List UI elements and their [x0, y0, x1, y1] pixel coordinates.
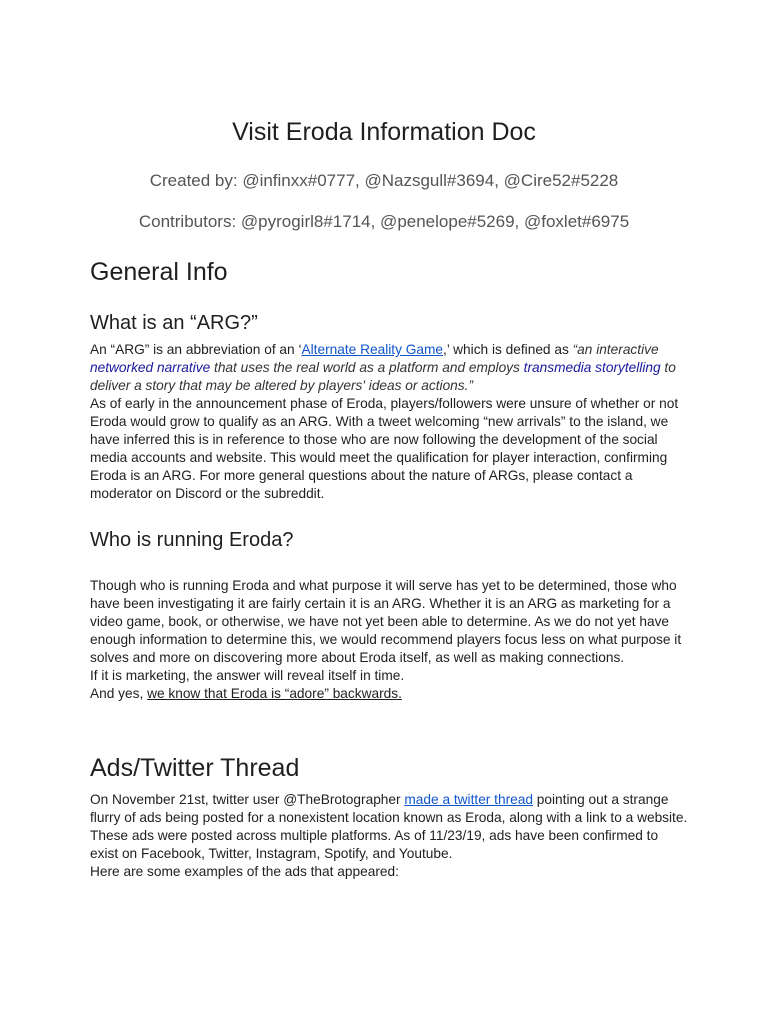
- quote-middle: that uses the real world as a platform and employs: [210, 360, 524, 375]
- contributors-line: Contributors: @pyrogirl8#1714, @penelope#5269, @foxlet#6975: [138, 212, 630, 231]
- ads-examples-paragraph: Here are some examples of the ads that appeared:: [90, 864, 399, 879]
- arg-qualification-paragraph: As of early in the announcement phase of Eroda, players/followers were unsure of whether or not Eroda would grow to qualify as an ARG. With a tweet welcoming “new arrivals” to the island, we have inferred this is in reference to those who are now following the development of the social media accounts and website. This would meet the qualification for player interaction, confirming Eroda is an ARG. For more general questions about the nature of ARGs, please contact a moderator on Discord or the subreddit.: [90, 396, 679, 501]
- who-is-running-section: [90, 577, 690, 703]
- what-is-arg-heading: What is an “ARG?”: [90, 312, 258, 334]
- marketing-paragraph: If it is marketing, the answer will reveal itself in time.: [90, 668, 405, 683]
- doc-title: Visit Eroda Information Doc: [232, 118, 536, 146]
- adore-backwards-text: we know that Eroda is “adore” backwards.: [147, 686, 402, 701]
- who-is-running-paragraph: Though who is running Eroda and what purpose it will serve has yet to be determined, those who have been investigating it are fairly certain it is an ARG. Whether it is an ARG as marketing for a video game, book, or otherwise, we have not yet been able to determine. As we do not yet have enough information to determine this, we would recommend players focus less on what purpose it solves and more on discovering more about Eroda itself, as well as making connections.: [90, 578, 682, 665]
- general-info-heading: General Info: [90, 258, 228, 286]
- arg-def-middle: ,’ which is defined as: [443, 342, 573, 357]
- adore-paragraph: [90, 685, 690, 703]
- ads-twitter-heading: Ads/Twitter Thread: [90, 754, 300, 782]
- created-by-line: Created by: @infinxx#0777, @Nazsgull#3694, @Cire52#5228: [149, 171, 619, 190]
- twitter-thread-suffix: pointing out a strange flurry of ads being posted for a nonexistent location known as Eroda, along with a link to a website.: [90, 792, 688, 825]
- quote-end: to deliver a story that may be altered by players' ideas or actions.”: [90, 360, 676, 393]
- arg-definition-paragraph: [90, 341, 690, 503]
- quote-open: “an interactive: [572, 342, 659, 357]
- networked-narrative-term: networked narrative: [90, 360, 211, 375]
- twitter-thread-link[interactable]: made a twitter thread: [404, 792, 533, 807]
- ads-section: [90, 791, 690, 881]
- arg-def-prefix: An “ARG” is an abbreviation of an ‘: [90, 342, 302, 357]
- adore-prefix: And yes,: [90, 686, 148, 701]
- ads-platforms-paragraph: These ads were posted across multiple platforms. As of 11/23/19, ads have been confirmed to exist on Facebook, Twitter, Instagram, Spotify, and Youtube.: [90, 828, 659, 861]
- alternate-reality-game-link[interactable]: Alternate Reality Game: [301, 342, 444, 357]
- twitter-thread-prefix: On November 21st, twitter user @TheBrotographer: [90, 792, 405, 807]
- arg-definition-text: [90, 341, 690, 395]
- twitter-thread-paragraph: [90, 791, 690, 827]
- who-is-running-heading: Who is running Eroda?: [90, 529, 294, 551]
- transmedia-storytelling-term: transmedia storytelling: [523, 360, 661, 375]
